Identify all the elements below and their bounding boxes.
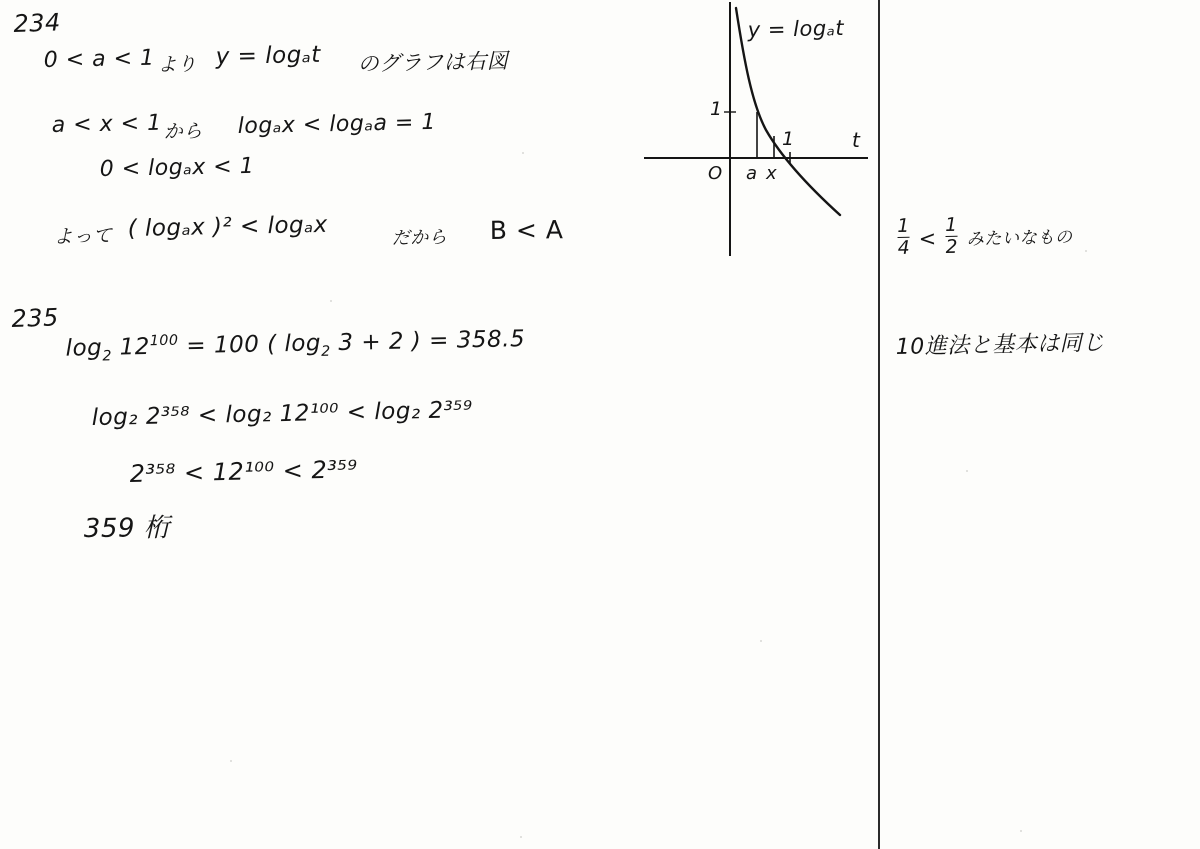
problem-234-line-3-result: 0 < logₐx < 1: [99, 153, 255, 182]
log-subscript: 2: [102, 348, 113, 365]
problem-235-line-3: 2³⁵⁸ < 12¹⁰⁰ < 2³⁵⁹: [129, 455, 358, 488]
paper-speck: [760, 640, 762, 642]
inner-log-subscript: 2: [321, 343, 331, 360]
inner-log-base: log: [284, 330, 322, 358]
equality-part-1: = 100 (: [186, 331, 277, 360]
inner-log-argument: 3 + 2: [338, 328, 405, 356]
note-fraction-comparison: [897, 214, 1073, 259]
problem-234-line-1-conjunction: より: [157, 53, 197, 77]
problem-234-line-1-tail: のグラフは右図: [357, 48, 509, 77]
paper-speck: [230, 760, 232, 762]
graph-x-tick-one: 1: [782, 128, 795, 150]
fraction-numerator: 1: [944, 214, 958, 237]
paper-speck: [1020, 830, 1022, 832]
problem-235-line-1: [65, 325, 525, 365]
graph-tick-label-a: a: [746, 163, 758, 184]
fraction-one-quarter: [897, 217, 910, 259]
note-tail-text: みたいなもの: [966, 227, 1073, 250]
log-argument: 12: [119, 333, 151, 361]
graph-curve-label: y = logₐt: [747, 15, 845, 42]
paper-speck: [966, 470, 968, 472]
problem-234-line-2-conjunction: から: [163, 120, 203, 144]
problem-number-235: 235: [11, 303, 60, 333]
graph-origin-label: O: [708, 163, 723, 184]
problem-234-line-2-inequality: a < x < 1: [51, 110, 162, 138]
paper-speck: [1085, 250, 1087, 252]
problem-234-line-4-conjunction: よって: [53, 224, 113, 249]
graph-axis-label-t: t: [852, 128, 861, 152]
fraction-denominator: 4: [897, 237, 911, 259]
graph-y-tick-one: 1: [710, 98, 723, 120]
equality-part-2: ) =: [411, 327, 450, 355]
log-base-text: log: [65, 334, 103, 362]
problem-number-234: 234: [13, 8, 62, 38]
log-argument-exponent: 100: [149, 332, 179, 350]
fraction-relation: <: [918, 226, 937, 251]
problem-234-line-4-conjunction-2: だから: [391, 226, 448, 250]
graph-function-expression: y = logₐt: [215, 41, 322, 70]
log-graph-figure: [640, 0, 880, 260]
paper-speck: [520, 836, 522, 838]
fraction-one-half: [945, 216, 958, 258]
fraction-numerator: 1: [897, 215, 910, 238]
problem-234-line-2-result: logₐx < logₐa = 1: [237, 109, 437, 139]
problem-234-line-4-expression: ( logₐx )² < logₐx: [127, 211, 329, 242]
problem-234-conclusion: B < A: [489, 215, 564, 245]
paper-speck: [330, 300, 332, 302]
problem-235-line-2: log₂ 2³⁵⁸ < log₂ 12¹⁰⁰ < log₂ 2³⁵⁹: [91, 397, 474, 431]
problem-235-answer: 359 桁: [83, 513, 171, 545]
graph-tick-label-x: x: [766, 163, 778, 184]
fraction-denominator: 2: [945, 236, 959, 258]
paper-speck: [522, 152, 524, 154]
note-decimal-system: 10進法と基本は同じ: [895, 330, 1105, 361]
problem-234-line-1-function: [215, 42, 321, 70]
problem-234-line-1-inequality: 0 < a < 1: [43, 45, 155, 73]
computed-value: 358.5: [456, 326, 526, 354]
